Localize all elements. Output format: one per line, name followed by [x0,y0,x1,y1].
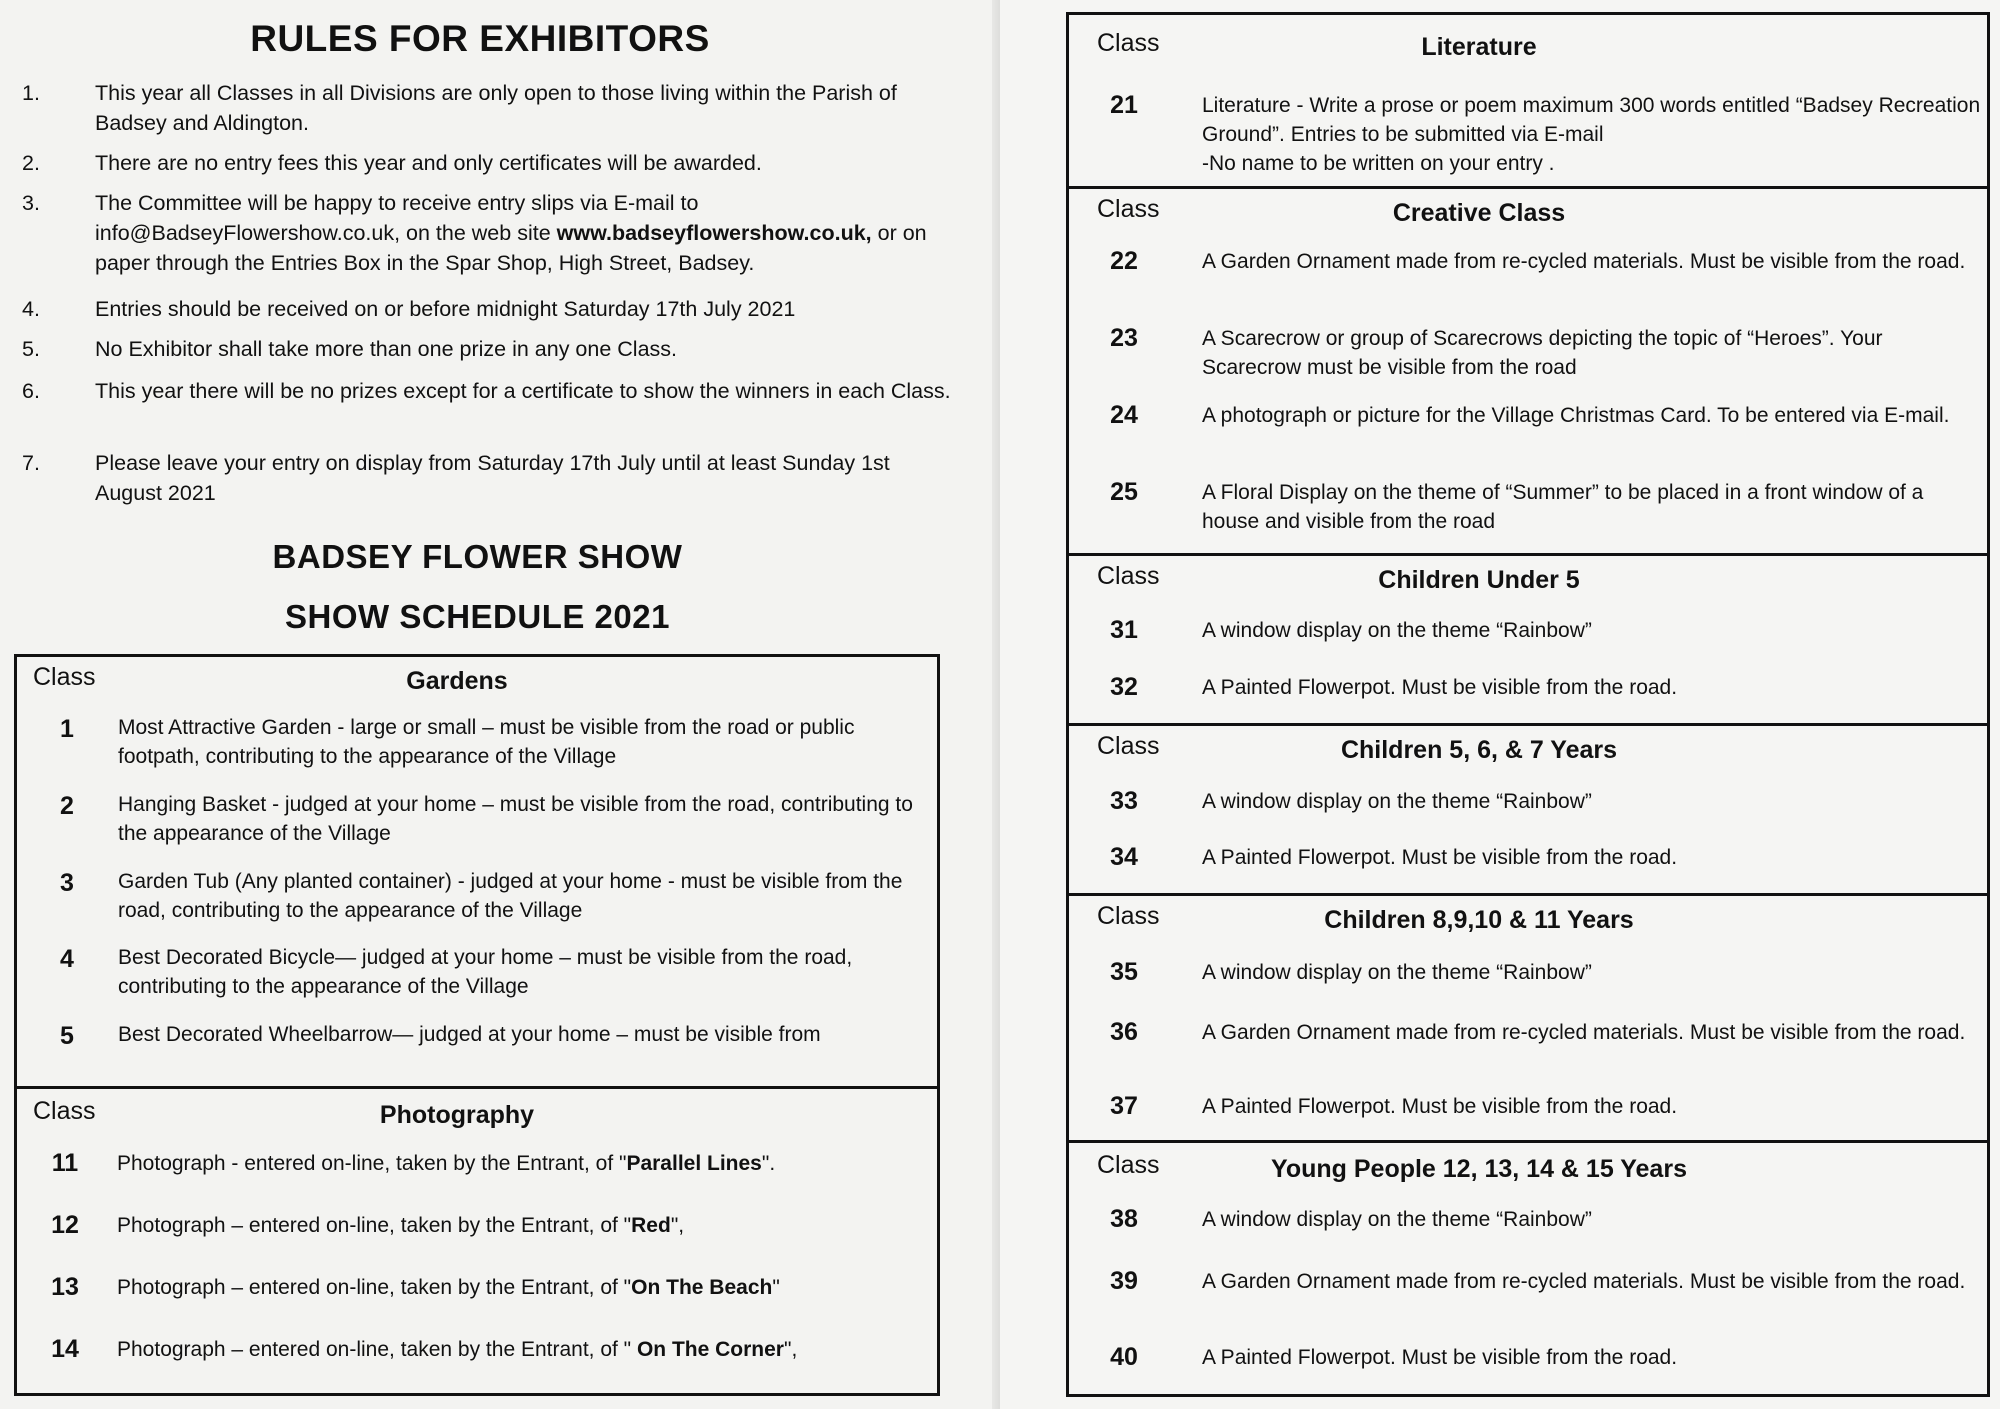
class-description: A Painted Flowerpot. Must be visible from the road. [1202,846,1678,869]
rule-number: 3. [22,191,40,215]
class-description: A window display on the theme “Rainbow” [1202,790,1592,813]
class-number: 2 [60,792,74,820]
class-description: Best Decorated Wheelbarrow— judged at your home – must be visible from [118,1023,821,1046]
class-header: Class [33,663,96,691]
section-title: Gardens [406,667,508,695]
class-description: Garden Tub (Any planted container) - judged at your home - must be visible from the road, contributing to the appearance of the Village [118,870,903,922]
rule-text: No Exhibitor shall take more than one prize in any one Class. [95,337,678,361]
class-description: A window display on the theme “Rainbow” [1202,619,1592,642]
class-number: 36 [1110,1018,1138,1046]
class-description: A Painted Flowerpot. Must be visible from the road. [1202,676,1678,699]
rule-number: 6. [22,379,40,403]
section-title: Children 5, 6, & 7 Years [1340,736,1618,764]
class-number: 23 [1110,324,1138,352]
right-page [1000,0,2000,1409]
rule-text: This year there will be no prizes except for a certificate to show the winners in each Class. [95,379,951,403]
class-number: 11 [51,1149,79,1177]
class-number: 34 [1110,843,1138,871]
show-title: BADSEY FLOWER SHOW [272,538,683,575]
class-number: 32 [1110,673,1138,701]
section-title: Young People 12, 13, 14 & 15 Years [1271,1155,1687,1183]
class-number: 25 [1110,478,1138,506]
class-description: Literature - Write a prose or poem maximum 300 words entitled “Badsey Recreation Ground”. Entries to be submitted via E-mail -No name to be written on your entry . [1202,94,1981,175]
photo-theme: Red [631,1214,671,1237]
section-photography [17,1086,937,1396]
class-number: 38 [1110,1205,1138,1233]
class-number: 12 [51,1211,79,1239]
section-young-people [1069,1140,1987,1397]
text-part: ", [670,1214,685,1237]
class-description: A window display on the theme “Rainbow” [1202,961,1592,984]
class-number: 22 [1110,247,1138,275]
section-title: Creative Class [1392,199,1566,227]
text-part: Photograph – entered on-line, taken by the Entrant, of " [117,1214,632,1237]
photo-theme: On The Beach [631,1276,773,1299]
class-number: 33 [1110,787,1138,815]
class-description: A Scarecrow or group of Scarecrows depicting the topic of “Heroes”. Your Scarecrow must be visible from the road [1202,327,1883,379]
class-number: 3 [60,869,74,897]
rule-text: Please leave your entry on display from Saturday 17th July until at least Sunday 1st August 2021 [95,451,890,505]
class-description: A Painted Flowerpot. Must be visible from the road. [1202,1346,1678,1369]
class-number: 40 [1110,1343,1138,1371]
text-part: ", [783,1338,798,1361]
rule-number: 1. [22,81,40,105]
text-part: Photograph – entered on-line, taken by the Entrant, of " [117,1276,632,1299]
section-title: Children 8,9,10 & 11 Years [1324,906,1634,934]
class-header: Class [1097,1151,1160,1179]
section-title: Photography [379,1101,535,1129]
section-gardens [17,657,937,1086]
class-header: Class [1097,195,1160,223]
rule-number: 5. [22,337,40,361]
class-description: A Garden Ornament made from re-cycled materials. Must be visible from the road. [1202,1021,1966,1044]
rule-number: 4. [22,297,40,321]
photo-theme: On The Corner [636,1338,784,1361]
class-number: 31 [1110,616,1138,644]
section-children-5-7 [1069,723,1987,896]
class-description: A Painted Flowerpot. Must be visible from the road. [1202,1095,1678,1118]
class-description: Best Decorated Bicycle— judged at your home – must be visible from the road, contributing to the appearance of the Village [118,946,853,998]
rule-text-part: or on paper through the Entries Box in the Spar Shop, High Street, Badsey. [95,221,927,275]
schedule-box-right [1066,12,1990,1397]
class-header: Class [1097,562,1160,590]
section-title: Literature [1421,33,1537,61]
class-description [117,1273,917,1302]
class-number: 39 [1110,1267,1138,1295]
class-description: A Garden Ornament made from re-cycled materials. Must be visible from the road. [1202,250,1966,273]
class-description [117,1211,917,1240]
section-children-under-5 [1069,553,1987,726]
class-description [117,1335,917,1364]
class-number: 21 [1110,91,1138,119]
class-header: Class [1097,29,1160,57]
class-header: Class [1097,902,1160,930]
class-number: 14 [51,1335,79,1363]
section-creative [1069,186,1987,556]
text-part: " [772,1276,780,1299]
class-description: Most Attractive Garden - large or small – must be visible from the road or public footpath, contributing to the appearance of the Village [118,716,855,768]
class-number: 35 [1110,958,1138,986]
section-literature [1069,15,1987,186]
rule-text: There are no entry fees this year and only certificates will be awarded. [95,151,762,175]
class-description: A window display on the theme “Rainbow” [1202,1208,1592,1231]
rules-title: RULES FOR EXHIBITORS [250,18,710,59]
class-header: Class [33,1097,96,1125]
photo-theme: Parallel Lines [626,1152,762,1175]
text-part: ". [761,1152,776,1175]
schedule-title: SHOW SCHEDULE 2021 [285,598,670,635]
class-description: A Garden Ornament made from re-cycled materials. Must be visible from the road. [1202,1270,1966,1293]
class-description [117,1149,917,1178]
text-part: Photograph - entered on-line, taken by the Entrant, of " [117,1152,627,1175]
rule-text-part: The Committee will be happy to receive entry slips via E-mail to info@BadseyFlowershow.co.uk, on the web site [95,191,699,245]
text-part: Photograph – entered on-line, taken by the Entrant, of " [117,1338,637,1361]
class-number: 5 [60,1022,74,1050]
class-number: 4 [60,945,74,973]
rule-text: This year all Classes in all Divisions are only open to those living within the Parish of Badsey and Aldington. [95,81,897,135]
website-url: www.badseyflowershow.co.uk, [556,221,872,245]
class-number: 1 [60,715,74,743]
class-number: 24 [1110,401,1138,429]
class-description: A Floral Display on the theme of “Summer” to be placed in a front window of a house and visible from the road [1202,481,1924,533]
section-title: Children Under 5 [1378,566,1580,594]
rule-text: Entries should be received on or before midnight Saturday 17th July 2021 [95,297,796,321]
class-number: 37 [1110,1092,1138,1120]
schedule-box-left [14,654,940,1396]
class-description: Hanging Basket - judged at your home – must be visible from the road, contributing to the appearance of the Village [118,793,913,845]
class-description: A photograph or picture for the Village Christmas Card. To be entered via E-mail. [1202,404,1950,427]
rule-number: 2. [22,151,40,175]
rule-text [95,188,955,278]
class-number: 13 [51,1273,79,1301]
rule-number: 7. [22,451,40,475]
class-header: Class [1097,732,1160,760]
section-children-8-11 [1069,893,1987,1143]
